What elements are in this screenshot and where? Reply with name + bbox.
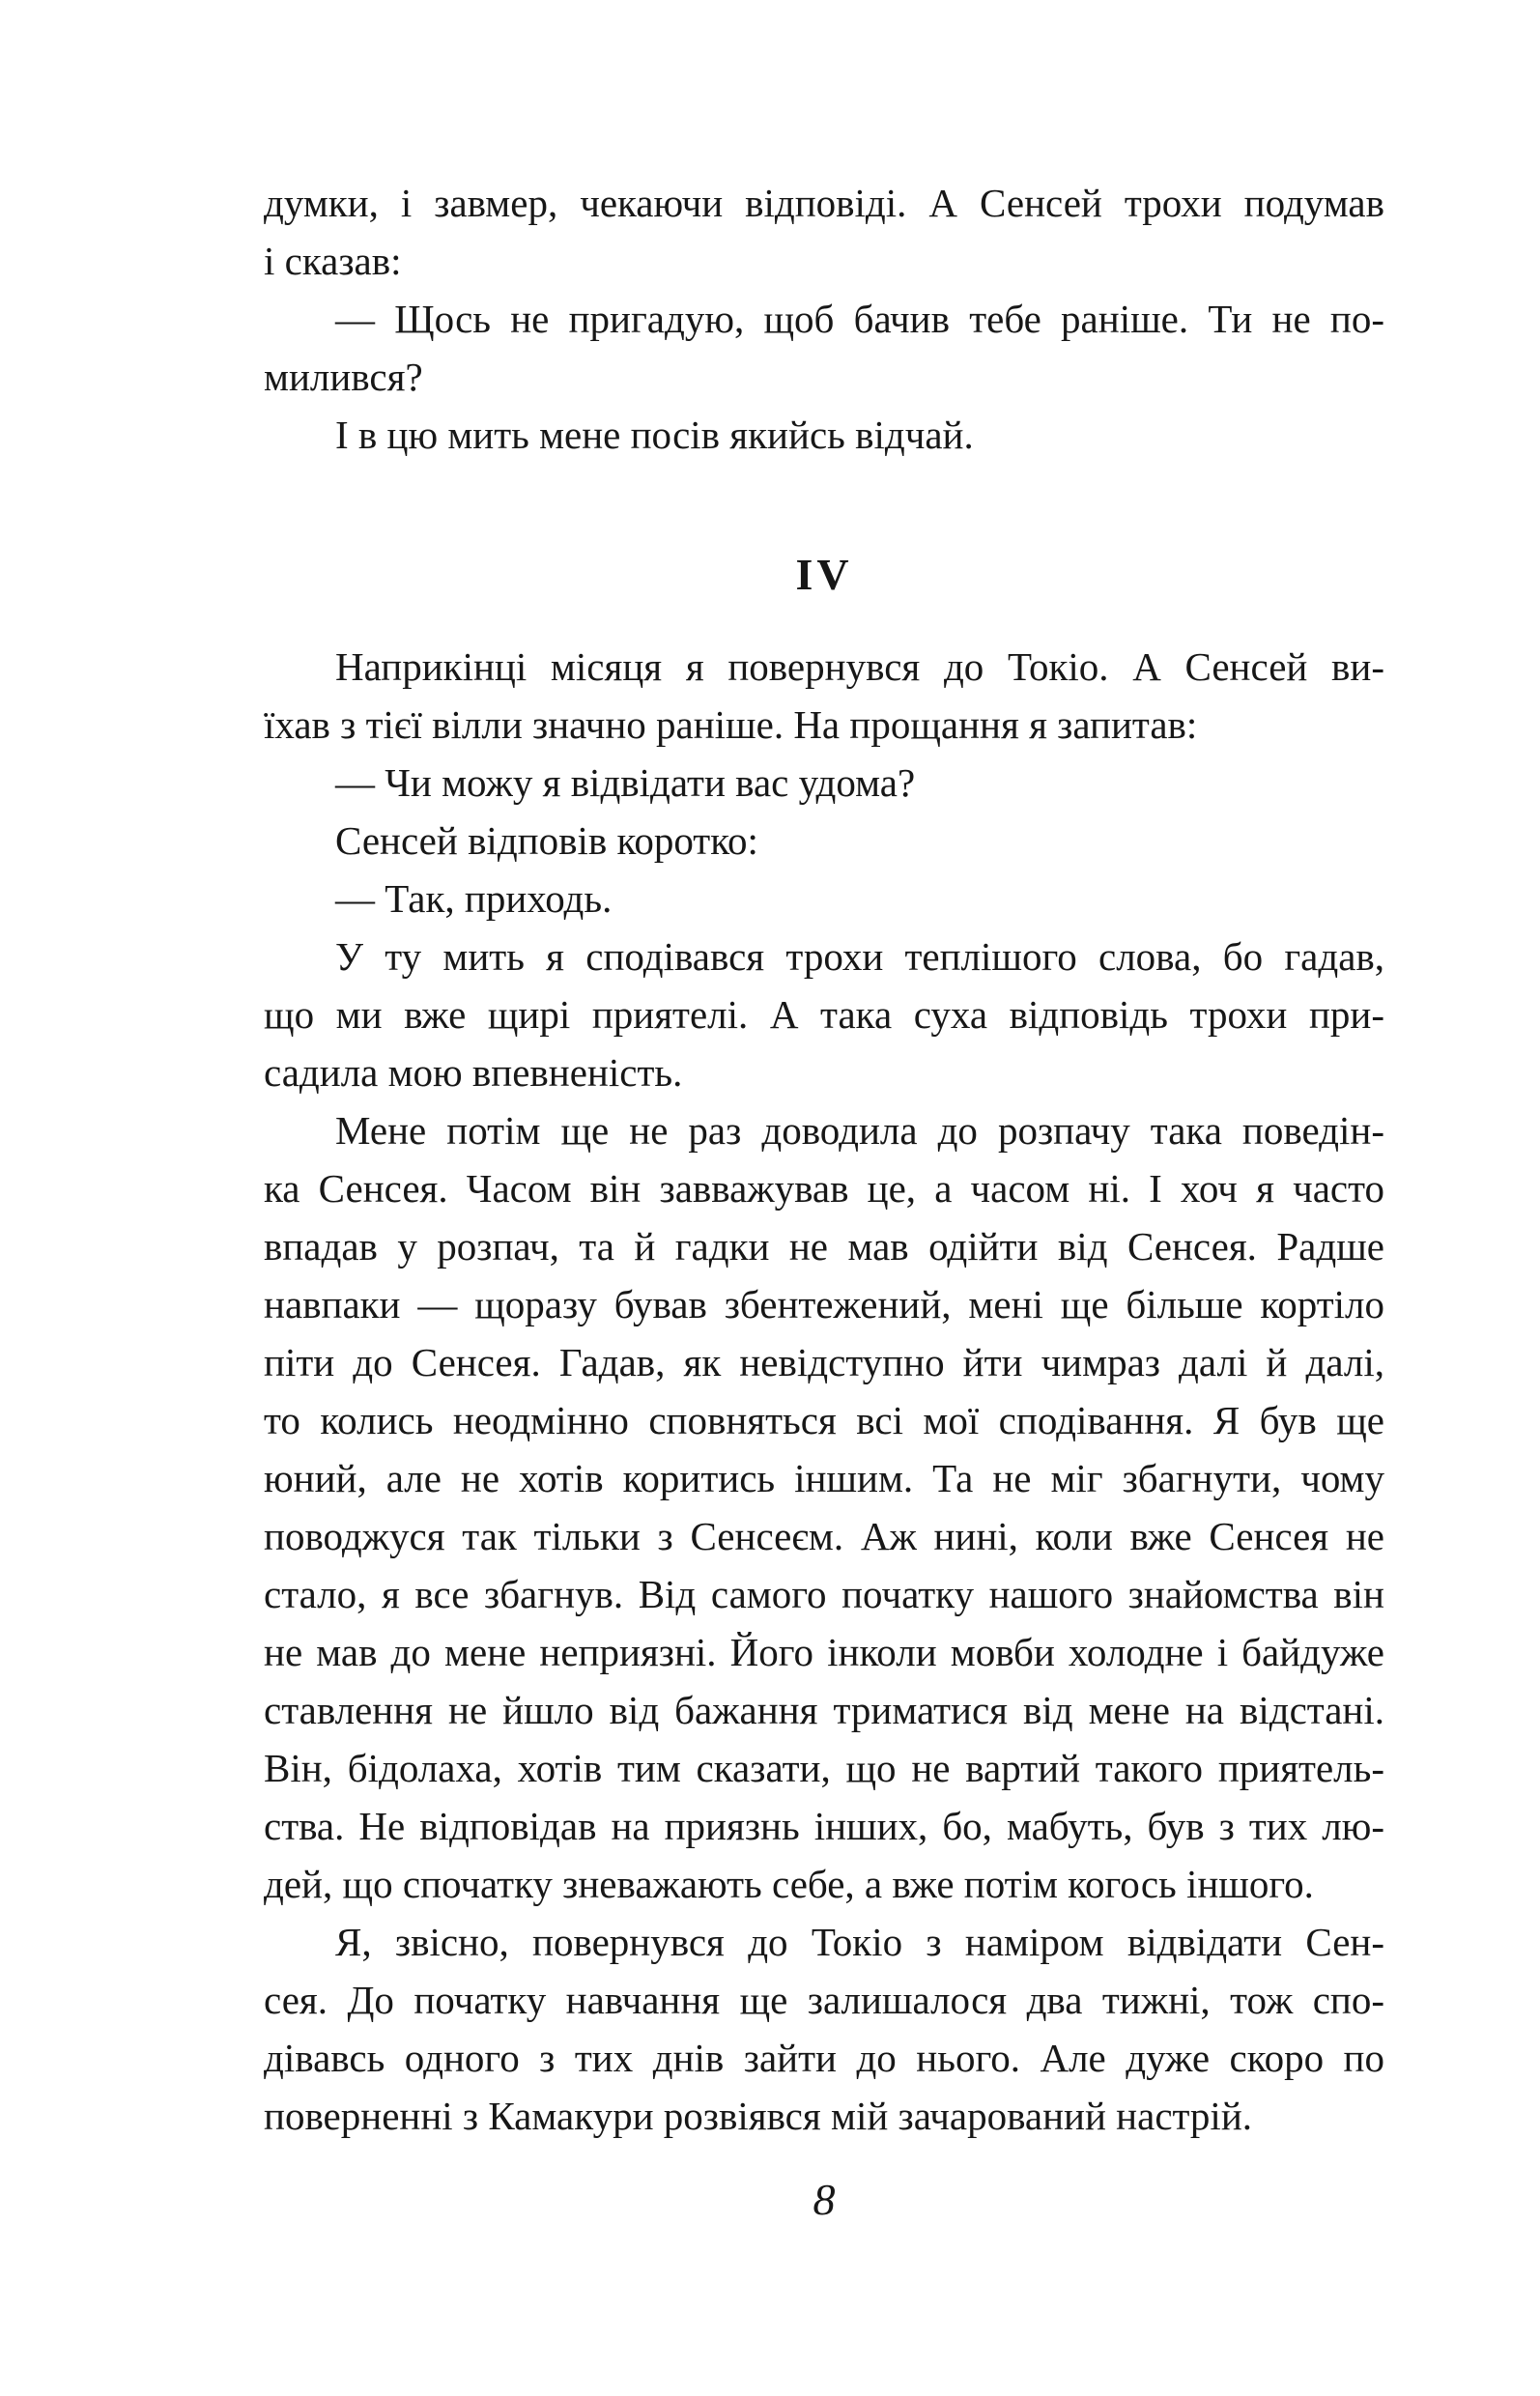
text-line: сея. До початку навчання ще залишалося два тижні, тож спо- — [264, 1978, 1384, 2022]
text-line: піти до Сенсея. Гадав, як невідступно йти чимраз далі й далі, — [264, 1340, 1384, 1384]
text-line: милився? — [264, 355, 423, 399]
text-line: — Щось не пригадую, щоб бачив тебе раніше. Ти не по- — [335, 297, 1384, 341]
text-line: Мене потім ще не раз доводила до розпачу така поведін- — [335, 1108, 1384, 1153]
text-line: — Чи можу я відвідати вас удома? — [335, 760, 916, 805]
text-line: то колись неодмінно сповняться всі мої сподівання. Я був ще — [264, 1398, 1384, 1442]
text-line: ства. Не відповідав на приязнь інших, бо, мабуть, був з тих лю- — [264, 1804, 1384, 1848]
text-line: ставлення не йшло від бажання триматися від мене на відстані. — [264, 1688, 1384, 1732]
text-line: поводжуся так тільки з Сенсеєм. Аж нині, коли вже Сенсея не — [264, 1514, 1384, 1558]
text-line: ка Сенсея. Часом він завважував це, а часом ні. І хоч я часто — [264, 1166, 1384, 1211]
chapter-heading: IV — [795, 550, 853, 599]
paragraphs-after-heading — [264, 638, 1384, 2145]
text-line: впадав у розпач, та й гадки не мав одійти від Сенсея. Радше — [264, 1224, 1384, 1269]
text-line: Він, бідолаха, хотів тим сказати, що не вартий такого приятель- — [264, 1746, 1384, 1790]
text-line: Сенсей відповів коротко: — [335, 818, 758, 863]
text-line: думки, і завмер, чекаючи відповіді. А Сенсей трохи подумав — [264, 181, 1384, 225]
page-number: 8 — [813, 2175, 836, 2224]
text-line: У ту мить я сподівався трохи теплішого слова, бо гадав, — [335, 934, 1384, 979]
text-line: їхав з тієї вілли значно раніше. На прощання я запитав: — [264, 702, 1198, 747]
text-line: Я, звісно, повернувся до Токіо з наміром відвідати Сен- — [335, 1920, 1384, 1964]
text-line: що ми вже щирі приятелі. А така суха відповідь трохи при- — [264, 992, 1384, 1037]
text-line: поверненні з Камакури розвіявся мій зачарований настрій. — [264, 2094, 1253, 2138]
text-line: стало, я все збагнув. Від самого початку нашого знайомства він — [264, 1572, 1384, 1616]
text-line: юний, але не хотів коритись іншим. Та не міг збагнути, чому — [264, 1456, 1384, 1500]
text-line: дей, що спочатку зневажають себе, а вже потім когось іншого. — [264, 1862, 1314, 1906]
text-line: Наприкінці місяця я повернувся до Токіо. А Сенсей ви- — [335, 644, 1384, 689]
text-line: і сказав: — [264, 239, 402, 283]
text-line: — Так, приходь. — [335, 876, 613, 921]
text-line: не мав до мене неприязні. Його інколи мовби холодне і байдуже — [264, 1630, 1384, 1674]
text-line: навпаки — щоразу бував збентежений, мені ще більше кортіло — [264, 1282, 1384, 1326]
paragraphs-before-heading — [264, 174, 1384, 464]
text-line: дівавсь одного з тих днів зайти до нього. Але дуже скоро по — [264, 2036, 1384, 2080]
text-line: І в цю мить мене посів якийсь відчай. — [335, 413, 974, 457]
text-line: садила мою впевненість. — [264, 1050, 683, 1095]
